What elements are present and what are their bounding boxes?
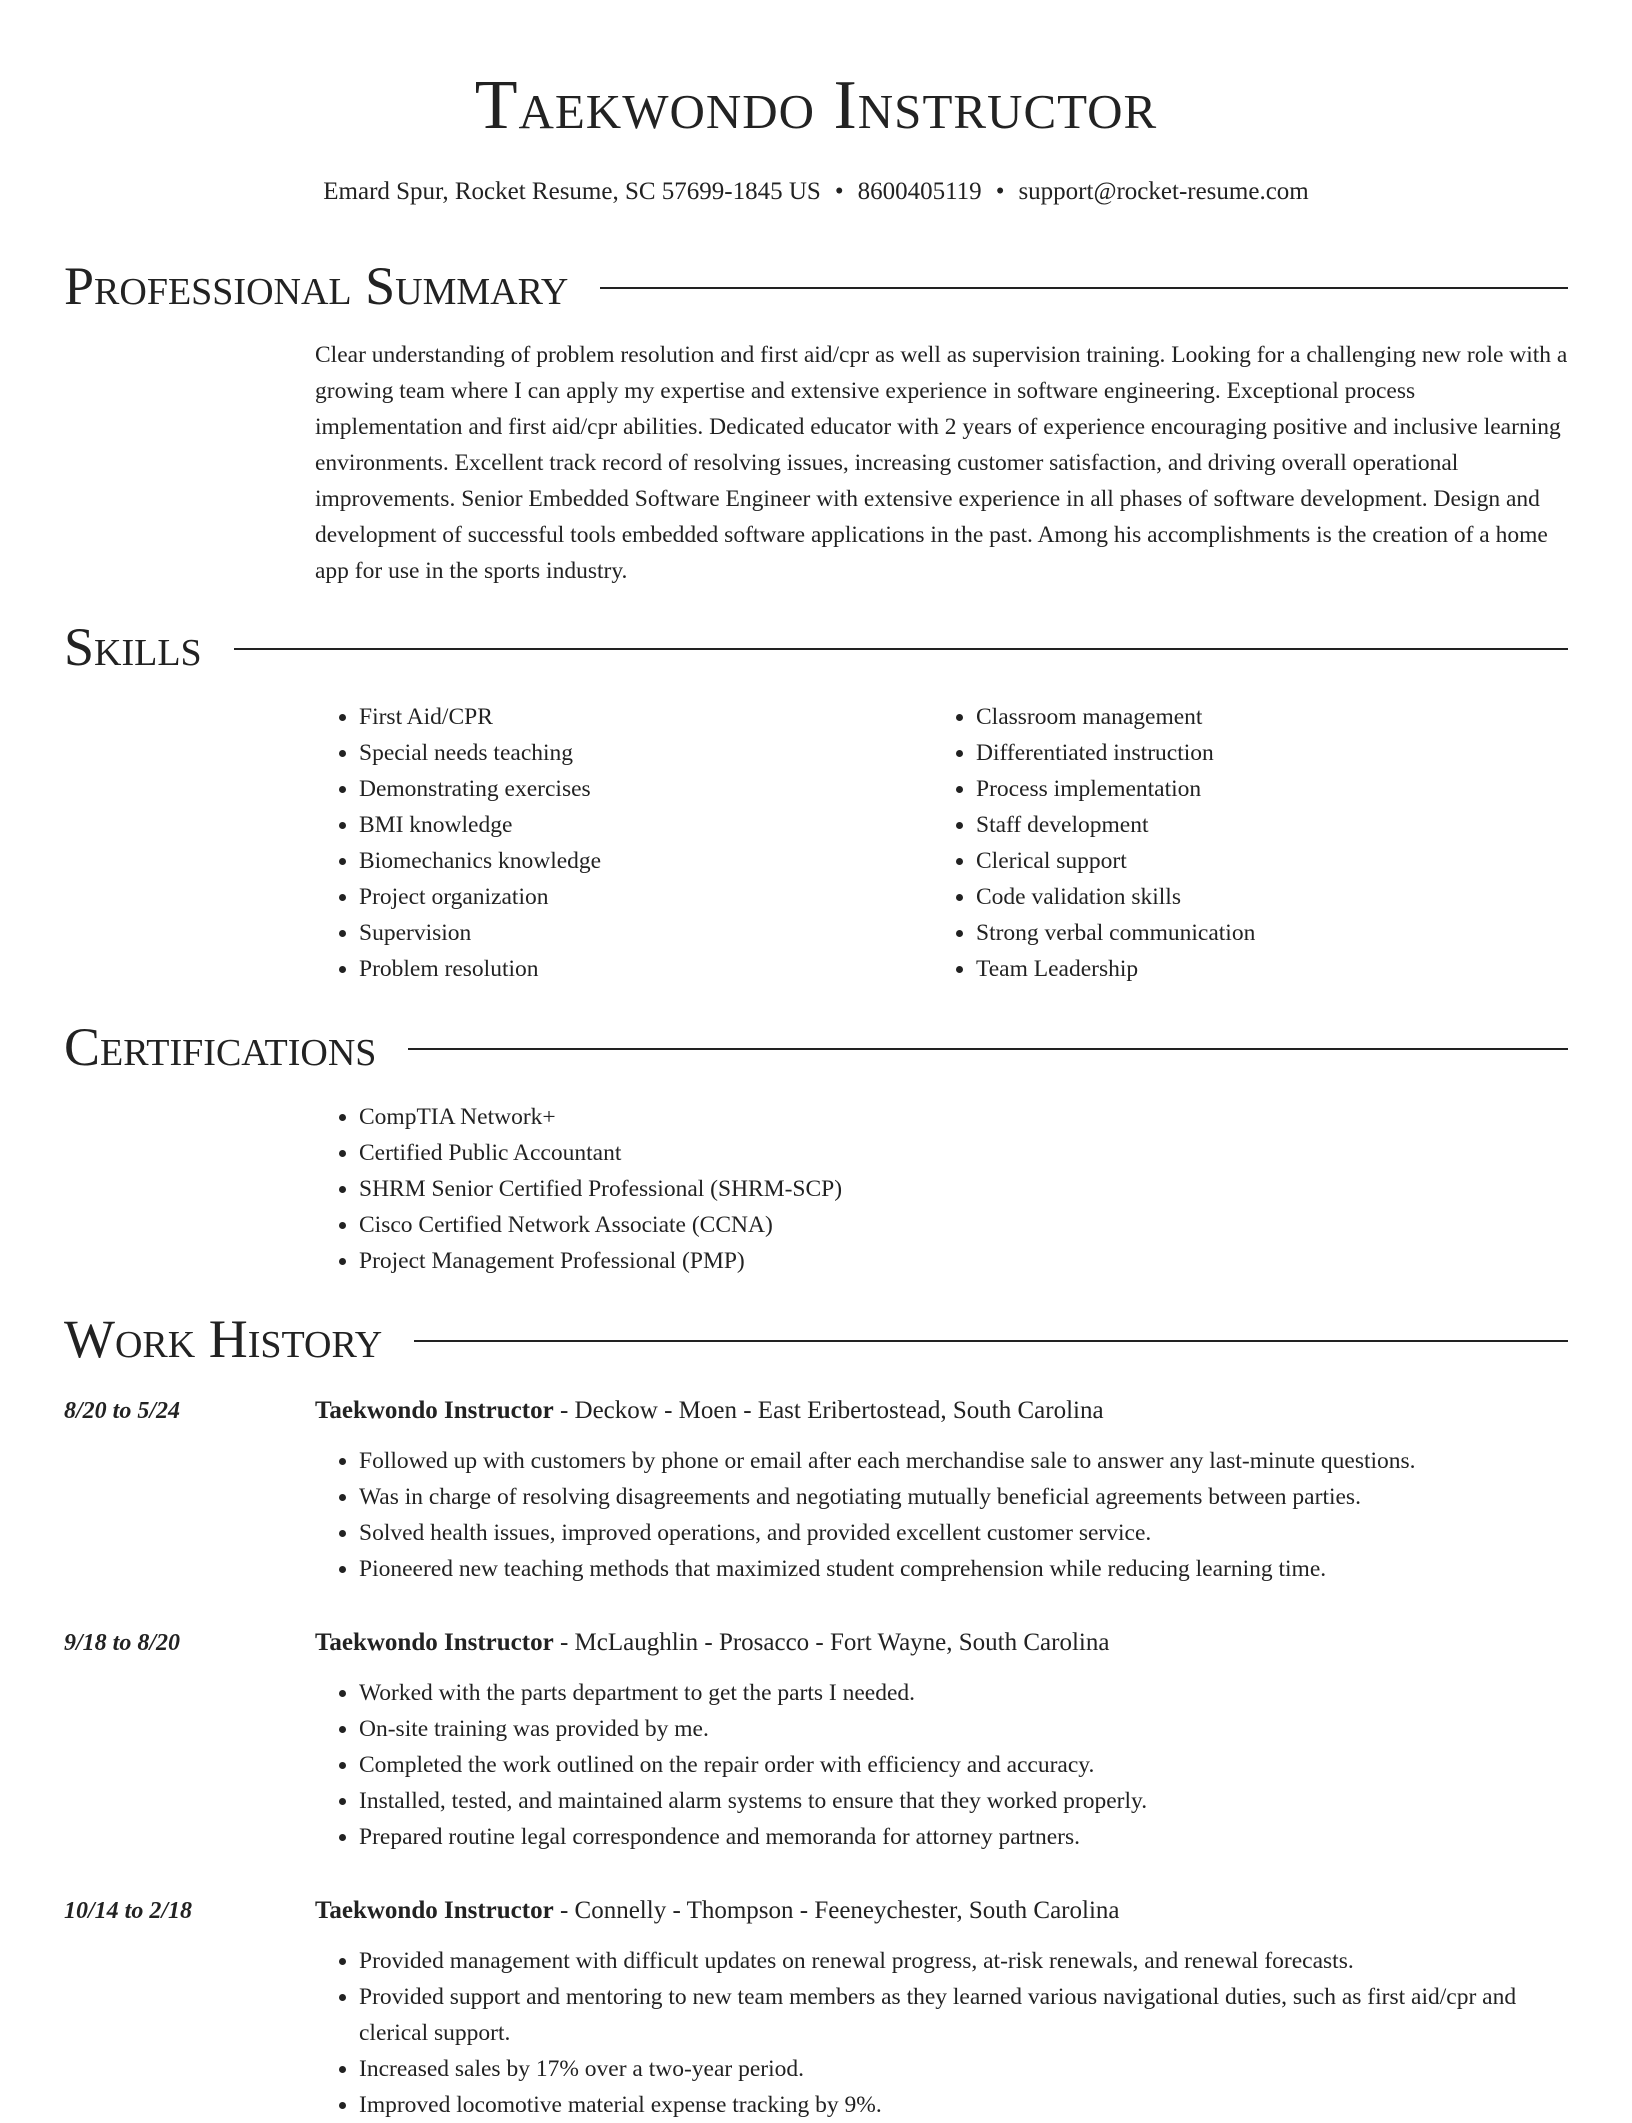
job-title-line bbox=[315, 1625, 1109, 1661]
list-item: • BMI knowledge bbox=[359, 807, 915, 843]
section-divider bbox=[234, 648, 1568, 650]
job-dates: 8/20 to 5/24 bbox=[64, 1398, 181, 1424]
list-item: • Solved health issues, improved operations, and provided excellent customer service. bbox=[359, 1515, 1568, 1551]
list-item: • Followed up with customers by phone or email after each merchandise sale to answer any last-minute questions. bbox=[359, 1443, 1568, 1479]
job-role: Taekwondo Instructor bbox=[315, 1897, 554, 1924]
certifications-section-header bbox=[64, 1016, 1568, 1078]
candidate-name: Taekwondo Instructor bbox=[474, 67, 1158, 144]
list-item: • Strong verbal communication bbox=[976, 915, 1532, 951]
list-item: • Clerical support bbox=[976, 843, 1532, 879]
contact-separator: • bbox=[995, 178, 1005, 205]
list-item: • Process implementation bbox=[976, 771, 1532, 807]
list-item: • Provided support and mentoring to new team members as they learned various navigational duties, such as first aid/cpr and clerical support. bbox=[359, 1979, 1568, 2051]
list-item: • Worked with the parts department to get the parts I needed. bbox=[359, 1675, 1568, 1711]
job-bullet-list bbox=[315, 1943, 1568, 2123]
list-item: • Team Leadership bbox=[976, 951, 1532, 987]
contact-separator: • bbox=[834, 178, 844, 205]
skills-section-header bbox=[64, 616, 1568, 678]
job-title-line bbox=[315, 1393, 1104, 1429]
job-bullets bbox=[315, 1943, 1568, 2123]
list-item: • First Aid/CPR bbox=[359, 699, 915, 735]
certifications-block bbox=[315, 1099, 1568, 1279]
list-item: • Project Management Professional (PMP) bbox=[359, 1243, 1568, 1279]
list-item: • Was in charge of resolving disagreements and negotiating mutually beneficial agreements between parties. bbox=[359, 1479, 1568, 1515]
certifications-list bbox=[315, 1099, 1568, 1279]
contact-address: Emard Spur, Rocket Resume, SC 57699-1845 US bbox=[323, 178, 821, 205]
job-employer: - Deckow - Moen - East Eribertostead, South Carolina bbox=[553, 1397, 1104, 1424]
contact-phone: 8600405119 bbox=[857, 178, 982, 205]
list-item: • Installed, tested, and maintained alarm systems to ensure that they worked properly. bbox=[359, 1783, 1568, 1819]
skills-list-left bbox=[315, 699, 915, 987]
section-divider bbox=[408, 1048, 1568, 1050]
list-item: • Classroom management bbox=[976, 699, 1532, 735]
list-item: • Biomechanics knowledge bbox=[359, 843, 915, 879]
job-bullets bbox=[315, 1443, 1568, 1587]
list-item: • Certified Public Accountant bbox=[359, 1135, 1568, 1171]
job-role: Taekwondo Instructor bbox=[315, 1629, 554, 1656]
job-dates: 9/18 to 8/20 bbox=[64, 1630, 181, 1656]
summary-section-title: Professional Summary bbox=[64, 256, 569, 316]
list-item: • Differentiated instruction bbox=[976, 735, 1532, 771]
job-bullet-list bbox=[315, 1443, 1568, 1587]
job-role: Taekwondo Instructor bbox=[315, 1397, 554, 1424]
job-bullet-list bbox=[315, 1675, 1568, 1855]
list-item: • Cisco Certified Network Associate (CCNA) bbox=[359, 1207, 1568, 1243]
job-dates: 10/14 to 2/18 bbox=[64, 1898, 193, 1924]
list-item: • Improved locomotive material expense tracking by 9%. bbox=[359, 2087, 1568, 2123]
list-item: • Increased sales by 17% over a two-year period. bbox=[359, 2051, 1568, 2087]
list-item: • Completed the work outlined on the repair order with efficiency and accuracy. bbox=[359, 1747, 1568, 1783]
list-item: • Prepared routine legal correspondence and memoranda for attorney partners. bbox=[359, 1819, 1568, 1855]
section-divider bbox=[600, 287, 1568, 289]
summary-text: Clear understanding of problem resolution and first aid/cpr as well as supervision training. Looking for a challenging new role with a growing team where I can apply my expertise and extensive experience in software engineering. Exceptional process implementation and first aid/cpr abilities. Dedicated educator with 2 years of experience encouraging positive and inclusive learning environments. Excellent track record of resolving issues, increasing customer satisfaction, and driving overall operational improvements. Senior Embedded Software Engineer with extensive experience in all phases of software development. Design and development of successful tools embedded software applications in the past. Among his accomplishments is the creation of a home app for use in the sports industry. bbox=[315, 342, 1568, 584]
skills-list-right bbox=[932, 699, 1532, 987]
work-section-title: Work History bbox=[64, 1309, 383, 1369]
certifications-section-title: Certifications bbox=[64, 1017, 377, 1077]
section-divider bbox=[414, 1340, 1568, 1342]
skills-left-column bbox=[315, 699, 915, 987]
skills-section-title: Skills bbox=[64, 617, 202, 677]
list-item: • Pioneered new teaching methods that maximized student comprehension while reducing learning time. bbox=[359, 1551, 1568, 1587]
work-section-header bbox=[64, 1308, 1568, 1370]
list-item: • Staff development bbox=[976, 807, 1532, 843]
list-item: • SHRM Senior Certified Professional (SHRM-SCP) bbox=[359, 1171, 1568, 1207]
summary-section-header bbox=[64, 255, 1568, 317]
job-title-line bbox=[315, 1893, 1120, 1929]
skills-right-column bbox=[932, 699, 1532, 987]
list-item: • Demonstrating exercises bbox=[359, 771, 915, 807]
list-item: • Code validation skills bbox=[976, 879, 1532, 915]
resume-page bbox=[64, 0, 1568, 2118]
list-item: • CompTIA Network+ bbox=[359, 1099, 1568, 1135]
list-item: • Problem resolution bbox=[359, 951, 915, 987]
job-employer: - McLaughlin - Prosacco - Fort Wayne, South Carolina bbox=[553, 1629, 1110, 1656]
list-item: • On-site training was provided by me. bbox=[359, 1711, 1568, 1747]
job-employer: - Connelly - Thompson - Feeneychester, South Carolina bbox=[553, 1897, 1120, 1924]
list-item: • Provided management with difficult updates on renewal progress, at-risk renewals, and renewal forecasts. bbox=[359, 1943, 1568, 1979]
job-bullets bbox=[315, 1675, 1568, 1855]
list-item: • Supervision bbox=[359, 915, 915, 951]
contact-line bbox=[64, 176, 1568, 208]
list-item: • Special needs teaching bbox=[359, 735, 915, 771]
contact-email: support@rocket-resume.com bbox=[1018, 178, 1309, 205]
list-item: • Project organization bbox=[359, 879, 915, 915]
